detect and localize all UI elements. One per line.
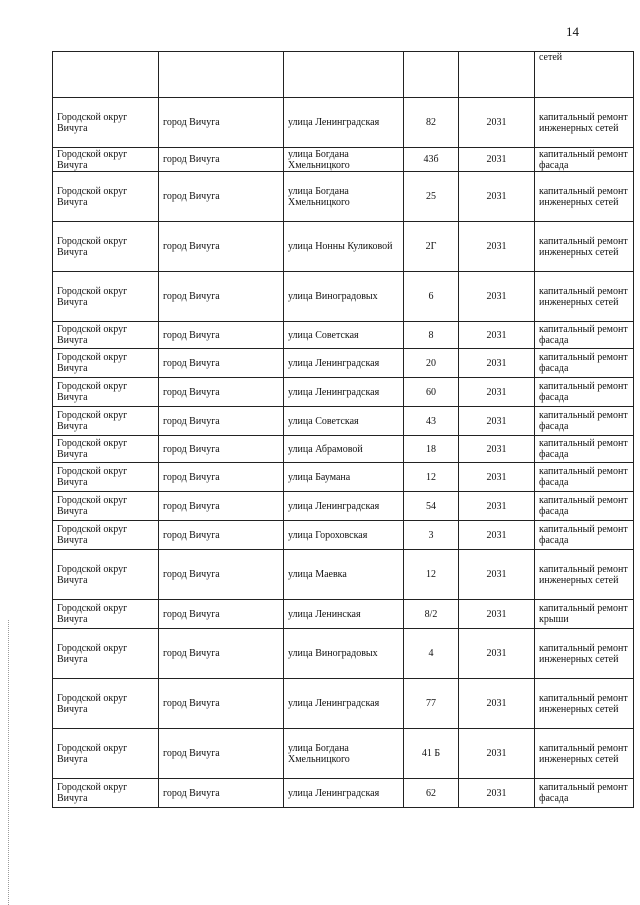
cell-work: капитальный ремонт инженерных сетей <box>535 629 634 679</box>
table-row <box>53 222 634 272</box>
cell-city: город Вичуга <box>159 222 284 272</box>
cell-city: город Вичуга <box>159 272 284 322</box>
cell-work: капитальный ремонт фасада <box>535 349 634 378</box>
cell-year: 2031 <box>459 172 535 222</box>
cell-year: 2031 <box>459 436 535 463</box>
cell-district: Городской округ Вичуга <box>53 349 159 378</box>
cell-street: улица Нонны Куликовой <box>284 222 404 272</box>
cell-work: сетей <box>535 52 634 98</box>
cell-work: капитальный ремонт фасада <box>535 407 634 436</box>
page-number: 14 <box>566 24 579 39</box>
scan-edge-line <box>8 620 9 905</box>
cell-year: 2031 <box>459 550 535 600</box>
cell-city: город Вичуга <box>159 322 284 349</box>
cell-house: 54 <box>404 492 459 521</box>
cell-work: капитальный ремонт фасада <box>535 148 634 172</box>
cell-district: Городской округ Вичуга <box>53 148 159 172</box>
table-row-continuation <box>53 52 634 98</box>
cell-street: улица Богдана Хмельницкого <box>284 148 404 172</box>
cell-district: Городской округ Вичуга <box>53 436 159 463</box>
cell-city: город Вичуга <box>159 600 284 629</box>
cell-work: капитальный ремонт инженерных сетей <box>535 172 634 222</box>
cell-city: город Вичуга <box>159 98 284 148</box>
cell-year: 2031 <box>459 148 535 172</box>
cell-work: капитальный ремонт фасада <box>535 378 634 407</box>
table-row <box>53 378 634 407</box>
cell-work: капитальный ремонт инженерных сетей <box>535 272 634 322</box>
cell-house: 82 <box>404 98 459 148</box>
cell-year: 2031 <box>459 407 535 436</box>
cell-district: Городской округ Вичуга <box>53 492 159 521</box>
cell-year: 2031 <box>459 378 535 407</box>
cell-house: 25 <box>404 172 459 222</box>
cell-city: город Вичуга <box>159 349 284 378</box>
table-row <box>53 550 634 600</box>
cell-district: Городской округ Вичуга <box>53 98 159 148</box>
cell-street: улица Богдана Хмельницкого <box>284 172 404 222</box>
cell-street: улица Абрамовой <box>284 436 404 463</box>
cell-district: Городской округ Вичуга <box>53 222 159 272</box>
table-row <box>53 98 634 148</box>
cell-street: улица Маевка <box>284 550 404 600</box>
cell-year: 2031 <box>459 98 535 148</box>
cell-house: 41 Б <box>404 729 459 779</box>
cell-year: 2031 <box>459 463 535 492</box>
cell-district: Городской округ Вичуга <box>53 272 159 322</box>
cell-city <box>159 52 284 98</box>
cell-city: город Вичуга <box>159 172 284 222</box>
cell-city: город Вичуга <box>159 436 284 463</box>
table-row <box>53 600 634 629</box>
cell-house: 8 <box>404 322 459 349</box>
cell-district: Городской округ Вичуга <box>53 779 159 808</box>
cell-district: Городской округ Вичуга <box>53 322 159 349</box>
cell-street: улица Виноградовых <box>284 272 404 322</box>
cell-district: Городской округ Вичуга <box>53 550 159 600</box>
cell-house: 60 <box>404 378 459 407</box>
cell-year: 2031 <box>459 272 535 322</box>
cell-year: 2031 <box>459 779 535 808</box>
table-row <box>53 729 634 779</box>
table-row <box>53 463 634 492</box>
cell-district: Городской округ Вичуга <box>53 407 159 436</box>
cell-house: 62 <box>404 779 459 808</box>
cell-city: город Вичуга <box>159 492 284 521</box>
cell-work: капитальный ремонт инженерных сетей <box>535 550 634 600</box>
table-row <box>53 322 634 349</box>
cell-house: 8/2 <box>404 600 459 629</box>
cell-work: капитальный ремонт инженерных сетей <box>535 98 634 148</box>
cell-work: капитальный ремонт фасада <box>535 463 634 492</box>
cell-district: Городской округ Вичуга <box>53 600 159 629</box>
cell-district <box>53 52 159 98</box>
cell-house <box>404 52 459 98</box>
cell-city: город Вичуга <box>159 679 284 729</box>
cell-work: капитальный ремонт фасада <box>535 322 634 349</box>
table-row <box>53 679 634 729</box>
table-row <box>53 492 634 521</box>
cell-street: улица Ленинская <box>284 600 404 629</box>
table-row <box>53 779 634 808</box>
cell-district: Городской округ Вичуга <box>53 679 159 729</box>
cell-street: улица Ленинградская <box>284 679 404 729</box>
cell-street: улица Ленинградская <box>284 378 404 407</box>
cell-street: улица Ленинградская <box>284 349 404 378</box>
table-row <box>53 172 634 222</box>
cell-street: улица Советская <box>284 322 404 349</box>
cell-city: город Вичуга <box>159 550 284 600</box>
table-body <box>53 52 634 808</box>
cell-house: 4 <box>404 629 459 679</box>
cell-city: город Вичуга <box>159 463 284 492</box>
cell-year: 2031 <box>459 729 535 779</box>
cell-house: 2Г <box>404 222 459 272</box>
table-row <box>53 629 634 679</box>
cell-house: 20 <box>404 349 459 378</box>
cell-street: улица Ленинградская <box>284 779 404 808</box>
cell-city: город Вичуга <box>159 378 284 407</box>
table-row <box>53 407 634 436</box>
cell-district: Городской округ Вичуга <box>53 629 159 679</box>
cell-house: 12 <box>404 463 459 492</box>
cell-year: 2031 <box>459 679 535 729</box>
cell-city: город Вичуга <box>159 629 284 679</box>
cell-city: город Вичуга <box>159 407 284 436</box>
cell-year <box>459 52 535 98</box>
cell-city: город Вичуга <box>159 521 284 550</box>
cell-district: Городской округ Вичуга <box>53 172 159 222</box>
cell-house: 43 <box>404 407 459 436</box>
cell-year: 2031 <box>459 521 535 550</box>
cell-work: капитальный ремонт инженерных сетей <box>535 679 634 729</box>
cell-year: 2031 <box>459 492 535 521</box>
cell-year: 2031 <box>459 222 535 272</box>
cell-house: 43б <box>404 148 459 172</box>
cell-street: улица Ленинградская <box>284 98 404 148</box>
cell-district: Городской округ Вичуга <box>53 463 159 492</box>
cell-street: улица Баумана <box>284 463 404 492</box>
cell-work: капитальный ремонт инженерных сетей <box>535 222 634 272</box>
cell-work: капитальный ремонт фасада <box>535 436 634 463</box>
repair-schedule-table <box>52 51 634 808</box>
cell-house: 18 <box>404 436 459 463</box>
cell-street: улица Советская <box>284 407 404 436</box>
cell-city: город Вичуга <box>159 779 284 808</box>
table-row <box>53 349 634 378</box>
cell-street: улица Виноградовых <box>284 629 404 679</box>
cell-house: 77 <box>404 679 459 729</box>
cell-street: улица Гороховская <box>284 521 404 550</box>
cell-house: 3 <box>404 521 459 550</box>
table-row <box>53 436 634 463</box>
cell-work: капитальный ремонт крыши <box>535 600 634 629</box>
cell-year: 2031 <box>459 629 535 679</box>
cell-street: улица Ленинградская <box>284 492 404 521</box>
cell-house: 6 <box>404 272 459 322</box>
table-row <box>53 272 634 322</box>
table-row <box>53 148 634 172</box>
cell-year: 2031 <box>459 322 535 349</box>
cell-city: город Вичуга <box>159 148 284 172</box>
cell-work: капитальный ремонт фасада <box>535 492 634 521</box>
cell-district: Городской округ Вичуга <box>53 521 159 550</box>
cell-year: 2031 <box>459 600 535 629</box>
cell-city: город Вичуга <box>159 729 284 779</box>
cell-district: Городской округ Вичуга <box>53 729 159 779</box>
cell-district: Городской округ Вичуга <box>53 378 159 407</box>
cell-year: 2031 <box>459 349 535 378</box>
cell-work: капитальный ремонт фасада <box>535 779 634 808</box>
cell-work: капитальный ремонт фасада <box>535 521 634 550</box>
cell-street <box>284 52 404 98</box>
table-row <box>53 521 634 550</box>
cell-work: капитальный ремонт инженерных сетей <box>535 729 634 779</box>
cell-street: улица Богдана Хмельницкого <box>284 729 404 779</box>
cell-house: 12 <box>404 550 459 600</box>
